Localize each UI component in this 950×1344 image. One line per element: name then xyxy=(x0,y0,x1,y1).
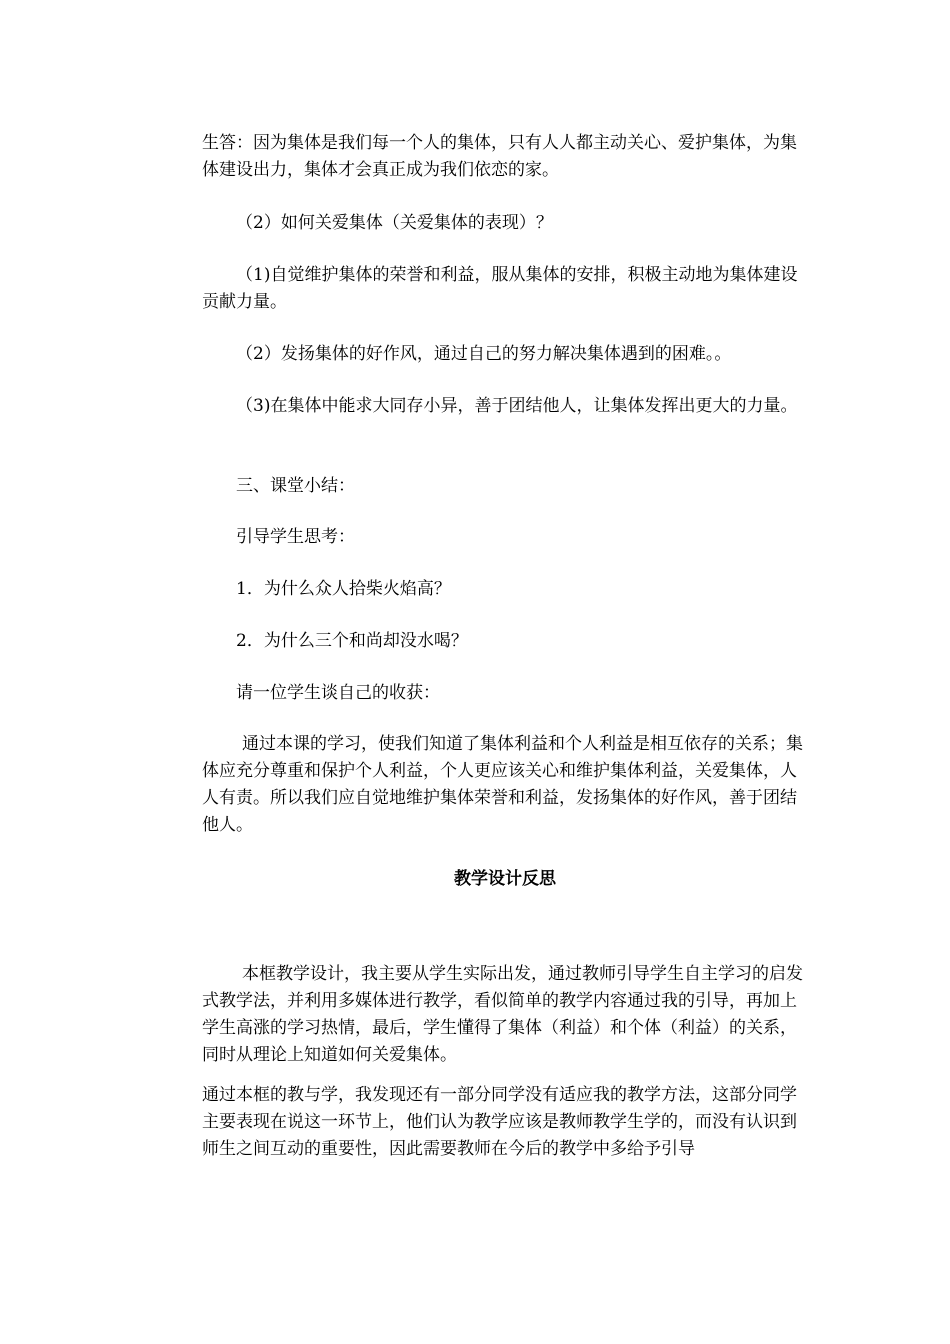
paragraph-guide-thinking: 引导学生思考： xyxy=(236,527,355,547)
paragraph-lesson-conclusion: 通过本课的学习，使我们知道了集体利益和个人利益是相互依存的关系；集体应充分尊重和保护个人利益，个人更应该关心和维护集体利益，关爱集体，人人有责。所以我们应自觉地维护集体荣誉和利益，发扬集体的好作风，善于团结他人。 xyxy=(202,734,803,835)
paragraph-section-summary: 三、课堂小结： xyxy=(236,476,355,496)
paragraph-student-harvest: 请一位学生谈自己的收获： xyxy=(236,683,440,703)
paragraph-point-2: （2）发扬集体的好作风，通过自己的努力解决集体遇到的困难。。 xyxy=(236,344,732,364)
paragraph-reflection-issue: 通过本框的教与学，我发现还有一部分同学没有适应我的教学方法，这部分同学主要表现在说这一环节上，他们认为教学应该是教师教学生学的，而没有认识到师生之间互动的重要性，因此需要教师在今后的教学中多给予引导 xyxy=(202,1085,797,1159)
paragraph-point-3: （3)在集体中能求大同存小异，善于团结他人，让集体发挥出更大的力量。 xyxy=(236,396,798,416)
paragraph-point-1: （1)自觉维护集体的荣誉和利益，服从集体的安排，积极主动地为集体建设贡献力量。 xyxy=(202,265,798,312)
paragraph-question-item-2: 2．为什么三个和尚却没水喝？ xyxy=(236,631,468,651)
paragraph-question-item-1: 1．为什么众人拾柴火焰高？ xyxy=(236,579,451,599)
paragraph-question-2: （2）如何关爱集体（关爱集体的表现）？ xyxy=(236,213,553,233)
section-heading-reflection: 教学设计反思 xyxy=(454,869,556,889)
paragraph-reflection-design: 本框教学设计，我主要从学生实际出发，通过教师引导学生自主学习的启发式教学法，并利用多媒体进行教学，看似简单的教学内容通过我的引导，再加上学生高涨的学习热情，最后，学生懂得了集体（利益）和个体（利益）的关系，同时从理论上知道如何关爱集体。 xyxy=(202,964,803,1065)
paragraph-student-answer: 生答：因为集体是我们每一个人的集体，只有人人都主动关心、爱护集体，为集体建设出力，集体才会真正成为我们依恋的家。 xyxy=(202,133,797,180)
